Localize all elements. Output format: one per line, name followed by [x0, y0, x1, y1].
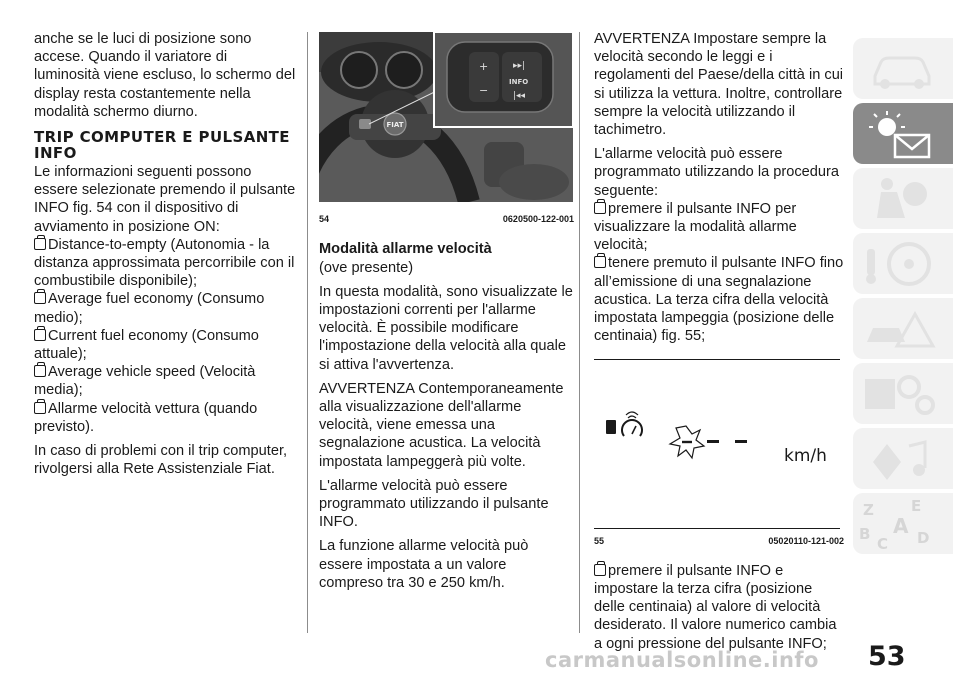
steering-wheel-photo [319, 32, 573, 202]
watermark: carmanualsonline.info [545, 648, 819, 672]
support-paragraph: In caso di problemi con il trip computer, rivolgersi alla Rete Assistenziale Fiat. [34, 443, 288, 478]
svg-text:+: + [479, 60, 489, 73]
svg-text:−: − [479, 84, 489, 97]
intro-paragraph: anche se le luci di posizione sono accese. Quando il variatore di luminosità viene escluso, lo schermo del display resta costantemente nella modalità schermo diurno. [34, 31, 296, 120]
mode-paragraph: In questa modalità, sono visualizzate le impostazioni correnti per l'allarme velocità. È possibile modificare l'impostazione della velocità alla quale si attiva l'avvertenza. [319, 283, 573, 373]
fiat-logo: FIAT [386, 121, 404, 129]
list-item: premere il pulsante INFO per visualizzare la modalità allarme velocità; [594, 200, 797, 254]
multimedia-icon [853, 428, 953, 489]
range-paragraph: La funzione allarme velocità può essere impostata a un valore compreso tra 30 e 250 km/h. [319, 538, 529, 591]
list-item: Average fuel economy (Consumo medio); [34, 291, 265, 326]
program-paragraph: L'allarme velocità può essere programmato utilizzando il pulsante INFO. [319, 477, 549, 531]
svg-text:▸▸|: ▸▸| [513, 61, 526, 71]
svg-text:B: B [859, 525, 871, 543]
subsection-note: (ove presente) [319, 259, 414, 276]
list-item: Allarme velocità vettura (quando previsto). [34, 400, 258, 435]
warning-lights-icon [853, 103, 953, 164]
tab-steering[interactable] [853, 233, 953, 294]
figure-55 [594, 359, 844, 549]
section-heading: TRIP COMPUTER E PULSANTE INFO [34, 128, 290, 163]
page-number: 53 [868, 641, 906, 672]
bullet-icon [34, 402, 46, 414]
procedure-paragraph: L'allarme velocità può essere programmato utilizzando la procedura seguente: [594, 146, 839, 199]
svg-text:Z: Z [863, 501, 874, 519]
column-left [34, 30, 296, 484]
bullet-icon [34, 292, 46, 304]
list-item: Distance-to-empty (Autonomia - la distanza approssimata percorribile con il combustibile disponibile); [34, 236, 295, 290]
list-item: Current fuel economy (Consumo attuale); [34, 327, 259, 363]
list-item: tenere premuto il pulsante INFO fino all’emissione di una segnalazione acustica. La terza cifra della velocità impostata lampeggia (posizione delle centinaia) fig. 55; [594, 255, 844, 345]
index-icon [853, 493, 953, 554]
figure-code: 0620500-122-001 [502, 214, 574, 225]
trip-paragraph: Le informazioni seguenti possono essere selezionate premendo il pulsante INFO fig. 54 con il dispositivo di avviamento in posizione ON: [34, 164, 296, 235]
column-right [594, 30, 844, 653]
svg-text:C: C [877, 535, 889, 553]
bullet-icon [34, 365, 46, 377]
figure-number: 55 [594, 535, 605, 546]
bullet-icon [594, 256, 606, 268]
svg-text:D: D [917, 529, 930, 547]
tab-airbag[interactable] [853, 168, 953, 229]
bullet-icon [594, 202, 606, 214]
bullet-icon [594, 564, 606, 576]
tab-warning-lights[interactable] [853, 103, 953, 164]
subsection-heading: Modalità allarme velocità [319, 241, 492, 258]
speed-alarm-display [594, 360, 840, 522]
tab-index[interactable] [853, 493, 953, 554]
airbag-icon [853, 168, 953, 229]
info-button-label: INFO [509, 78, 529, 86]
speed-unit: km/h [784, 446, 827, 467]
car-icon [853, 38, 953, 99]
speed-digit-dash [735, 440, 747, 443]
steering-icon [853, 233, 953, 294]
breakdown-icon [853, 298, 953, 359]
svg-text:E: E [911, 497, 922, 515]
list-item: premere il pulsante INFO e impostare la terza cifra (posizione delle centinaia) al valore di velocità desiderato. Il valore numerico cambia a ogni pressione del pulsante INFO; [594, 562, 837, 652]
service-icon [853, 363, 953, 424]
speed-digit-dash [707, 440, 719, 443]
list-item: Average vehicle speed (Velocità media); [34, 364, 256, 399]
tab-multimedia[interactable] [853, 428, 953, 489]
figure-code: 05020110-121-002 [768, 535, 844, 546]
svg-text:A: A [893, 514, 909, 538]
column-middle [319, 32, 574, 598]
svg-text:|◂◂: |◂◂ [513, 91, 526, 101]
figure-number: 54 [319, 214, 330, 225]
bullet-icon [34, 238, 46, 250]
figure-54 [319, 32, 574, 228]
tab-breakdown[interactable] [853, 298, 953, 359]
tab-service[interactable] [853, 363, 953, 424]
tab-car[interactable] [853, 38, 953, 99]
figure-caption [594, 532, 844, 550]
column-divider [307, 32, 308, 633]
bullet-icon [34, 329, 46, 341]
warning-paragraph: AVVERTENZA Impostare sempre la velocità secondo le leggi e i regolamenti del Paese/della città in cui si utilizza la vettura. Inoltre, controllare sempre la velocità utilizzando il tachimetro. [594, 31, 844, 139]
figure-caption [319, 210, 574, 228]
warning-paragraph: AVVERTENZA Contemporaneamente alla visualizzazione dell'allarme velocità, viene emessa una segnalazione acustica. La velocità impostata lampeggerà più volte. [319, 380, 564, 470]
column-divider [579, 32, 580, 633]
